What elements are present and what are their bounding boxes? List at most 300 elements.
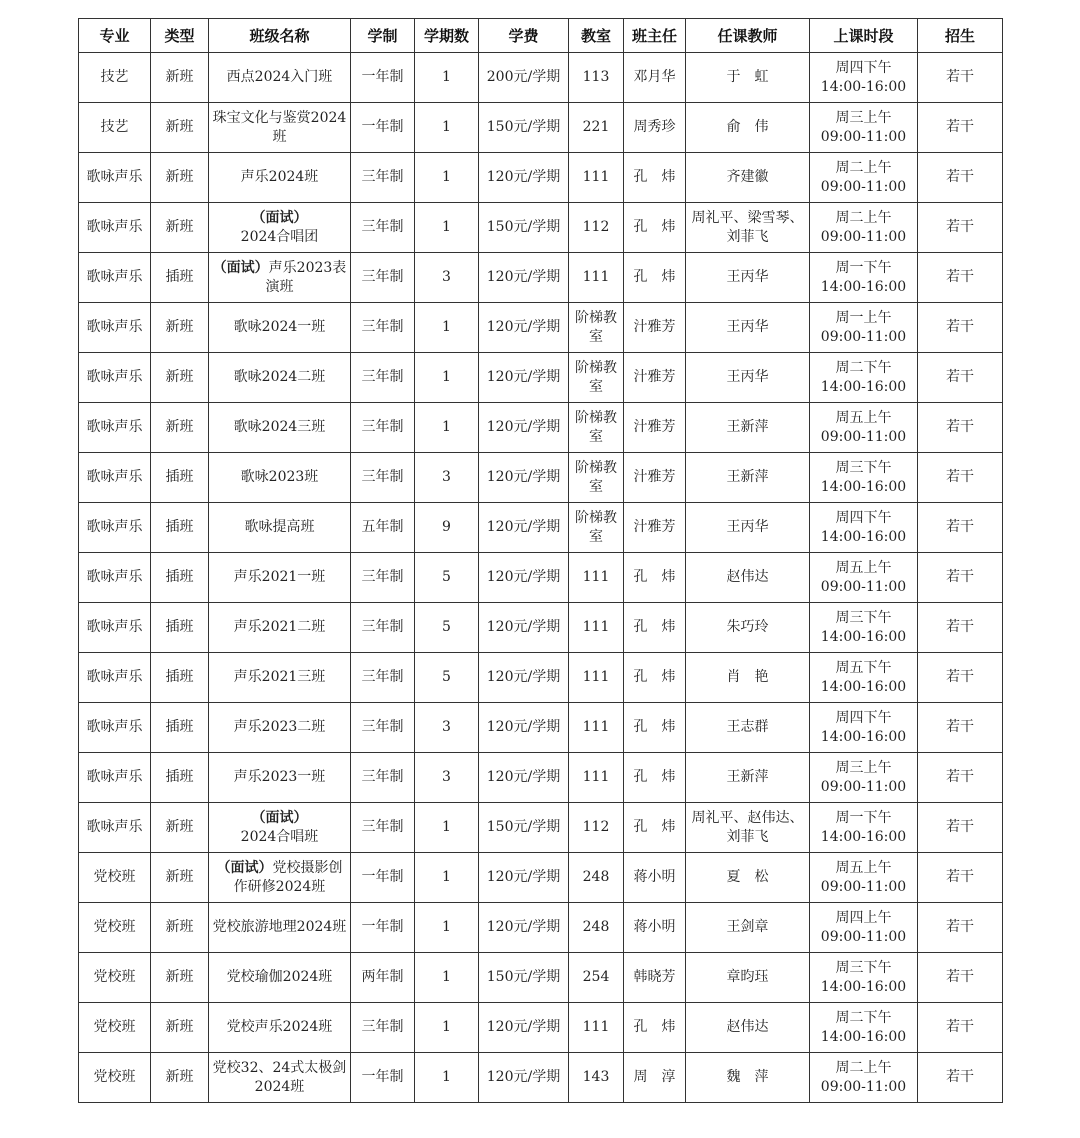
time-day: 周四下午	[835, 59, 892, 76]
class-name-cell	[209, 603, 351, 653]
class-name-text: 声乐2023一班	[233, 769, 326, 785]
time-cell	[810, 653, 918, 703]
teacher-cell: 赵伟达	[686, 1003, 810, 1053]
time-range: 14:00-16:00	[820, 478, 907, 495]
time-range: 09:00-11:00	[820, 778, 907, 795]
column-header: 招生	[918, 19, 1003, 53]
table-row	[79, 253, 1003, 303]
fee-cell: 120元/学期	[479, 153, 569, 203]
terms-cell: 1	[415, 103, 479, 153]
time-day: 周二上午	[835, 1059, 892, 1076]
system-cell: 三年制	[351, 353, 415, 403]
terms-cell: 1	[415, 303, 479, 353]
class-name-text: 2024合唱班	[240, 828, 319, 845]
class-name-text: 声乐2023表演班	[265, 259, 347, 295]
type-cell: 新班	[151, 403, 209, 453]
enroll-cell: 若干	[918, 953, 1003, 1003]
class-schedule-table	[78, 18, 1003, 1103]
enroll-cell: 若干	[918, 753, 1003, 803]
head-teacher-cell: 汁雅芳	[624, 353, 686, 403]
teacher-cell: 朱巧玲	[686, 603, 810, 653]
column-header: 教室	[569, 19, 624, 53]
system-cell: 一年制	[351, 1053, 415, 1103]
type-cell: 插班	[151, 653, 209, 703]
room-cell: 248	[569, 853, 624, 903]
time-cell	[810, 353, 918, 403]
class-name-text: 西点2024入门班	[226, 69, 333, 85]
time-range: 09:00-11:00	[820, 928, 907, 945]
time-cell	[810, 153, 918, 203]
time-day: 周三上午	[835, 109, 892, 126]
enroll-cell: 若干	[918, 703, 1003, 753]
time-range: 09:00-11:00	[820, 1078, 907, 1095]
class-name-cell	[209, 953, 351, 1003]
class-name-text: 2024合唱团	[240, 228, 319, 245]
class-name-text: 党校32、24式太极剑2024班	[212, 1059, 347, 1095]
enroll-cell: 若干	[918, 203, 1003, 253]
fee-cell: 120元/学期	[479, 403, 569, 453]
table-row	[79, 303, 1003, 353]
terms-cell: 3	[415, 253, 479, 303]
major-cell: 歌咏声乐	[79, 353, 151, 403]
class-name-text: 声乐2023二班	[233, 719, 326, 735]
room-cell: 111	[569, 603, 624, 653]
room-cell: 113	[569, 53, 624, 103]
head-teacher-cell: 孔 炜	[624, 753, 686, 803]
type-cell: 插班	[151, 453, 209, 503]
terms-cell: 5	[415, 553, 479, 603]
head-teacher-cell: 孔 炜	[624, 1003, 686, 1053]
enroll-cell: 若干	[918, 603, 1003, 653]
time-cell	[810, 803, 918, 853]
room-cell: 阶梯教室	[569, 503, 624, 553]
major-cell: 歌咏声乐	[79, 253, 151, 303]
time-day: 周四下午	[835, 509, 892, 526]
time-cell	[810, 53, 918, 103]
terms-cell: 5	[415, 603, 479, 653]
fee-cell: 120元/学期	[479, 553, 569, 603]
class-name-text: 党校摄影创作研修2024班	[233, 859, 343, 895]
class-name-cell	[209, 503, 351, 553]
system-cell: 三年制	[351, 603, 415, 653]
system-cell: 三年制	[351, 703, 415, 753]
enroll-cell: 若干	[918, 1053, 1003, 1103]
major-cell: 歌咏声乐	[79, 153, 151, 203]
class-name-text: 歌咏提高班	[244, 519, 315, 535]
time-range: 14:00-16:00	[820, 1028, 907, 1045]
time-cell	[810, 503, 918, 553]
head-teacher-cell: 汁雅芳	[624, 453, 686, 503]
time-cell	[810, 203, 918, 253]
room-cell: 112	[569, 803, 624, 853]
class-name-text: 歌咏2023班	[240, 469, 319, 485]
fee-cell: 200元/学期	[479, 53, 569, 103]
enroll-cell: 若干	[918, 803, 1003, 853]
table-row	[79, 203, 1003, 253]
column-header: 学制	[351, 19, 415, 53]
time-cell	[810, 453, 918, 503]
room-cell: 111	[569, 153, 624, 203]
class-name-text: 声乐2024班	[240, 169, 319, 185]
system-cell: 三年制	[351, 753, 415, 803]
class-name-cell	[209, 303, 351, 353]
fee-cell: 120元/学期	[479, 853, 569, 903]
time-cell	[810, 553, 918, 603]
table-row	[79, 553, 1003, 603]
class-name-text: 歌咏2024一班	[233, 319, 326, 335]
class-name-text: 党校旅游地理2024班	[212, 919, 347, 935]
room-cell: 111	[569, 1003, 624, 1053]
time-range: 14:00-16:00	[820, 978, 907, 995]
terms-cell: 3	[415, 703, 479, 753]
major-cell: 党校班	[79, 903, 151, 953]
class-name-cell	[209, 103, 351, 153]
head-teacher-cell: 邓月华	[624, 53, 686, 103]
fee-cell: 120元/学期	[479, 303, 569, 353]
major-cell: 党校班	[79, 1003, 151, 1053]
fee-cell: 120元/学期	[479, 353, 569, 403]
time-range: 14:00-16:00	[820, 378, 907, 395]
time-day: 周一上午	[835, 309, 892, 326]
teacher-cell: 王新萍	[686, 453, 810, 503]
terms-cell: 1	[415, 803, 479, 853]
enroll-cell: 若干	[918, 653, 1003, 703]
teacher-cell: 章昀珏	[686, 953, 810, 1003]
class-name-cell	[209, 403, 351, 453]
head-teacher-cell: 汁雅芳	[624, 303, 686, 353]
terms-cell: 1	[415, 1053, 479, 1103]
schedule-document	[78, 18, 1002, 1103]
time-day: 周五上午	[835, 859, 892, 876]
terms-cell: 1	[415, 403, 479, 453]
room-cell: 221	[569, 103, 624, 153]
enroll-cell: 若干	[918, 403, 1003, 453]
teacher-cell: 齐建徽	[686, 153, 810, 203]
room-cell: 112	[569, 203, 624, 253]
time-range: 09:00-11:00	[820, 328, 907, 345]
teacher-cell: 王新萍	[686, 753, 810, 803]
system-cell: 三年制	[351, 553, 415, 603]
system-cell: 一年制	[351, 853, 415, 903]
major-cell: 党校班	[79, 953, 151, 1003]
major-cell: 歌咏声乐	[79, 403, 151, 453]
type-cell: 新班	[151, 53, 209, 103]
table-row	[79, 903, 1003, 953]
head-teacher-cell: 孔 炜	[624, 603, 686, 653]
type-cell: 插班	[151, 753, 209, 803]
system-cell: 三年制	[351, 803, 415, 853]
time-day: 周五上午	[835, 559, 892, 576]
time-range: 09:00-11:00	[820, 178, 907, 195]
major-cell: 歌咏声乐	[79, 703, 151, 753]
head-teacher-cell: 孔 炜	[624, 703, 686, 753]
type-cell: 插班	[151, 553, 209, 603]
fee-cell: 120元/学期	[479, 903, 569, 953]
fee-cell: 120元/学期	[479, 253, 569, 303]
interview-prefix: （面试）	[251, 809, 308, 826]
class-name-cell	[209, 803, 351, 853]
class-name-cell	[209, 353, 351, 403]
table-row	[79, 153, 1003, 203]
head-teacher-cell: 孔 炜	[624, 803, 686, 853]
enroll-cell: 若干	[918, 53, 1003, 103]
major-cell: 歌咏声乐	[79, 453, 151, 503]
time-cell	[810, 1003, 918, 1053]
time-range: 09:00-11:00	[820, 428, 907, 445]
system-cell: 三年制	[351, 303, 415, 353]
time-range: 09:00-11:00	[820, 228, 907, 245]
room-cell: 111	[569, 553, 624, 603]
class-name-cell	[209, 853, 351, 903]
head-teacher-cell: 孔 炜	[624, 203, 686, 253]
interview-prefix: （面试）	[251, 209, 308, 226]
terms-cell: 5	[415, 653, 479, 703]
time-cell	[810, 903, 918, 953]
teacher-cell: 周礼平、赵伟达、刘菲飞	[686, 803, 810, 853]
type-cell: 新班	[151, 203, 209, 253]
terms-cell: 1	[415, 53, 479, 103]
terms-cell: 1	[415, 153, 479, 203]
system-cell: 一年制	[351, 53, 415, 103]
enroll-cell: 若干	[918, 303, 1003, 353]
fee-cell: 120元/学期	[479, 603, 569, 653]
type-cell: 插班	[151, 703, 209, 753]
table-row	[79, 703, 1003, 753]
time-day: 周五上午	[835, 409, 892, 426]
class-name-cell	[209, 1003, 351, 1053]
room-cell: 248	[569, 903, 624, 953]
major-cell: 歌咏声乐	[79, 503, 151, 553]
time-cell	[810, 253, 918, 303]
major-cell: 歌咏声乐	[79, 203, 151, 253]
time-day: 周二上午	[835, 209, 892, 226]
class-name-text: 珠宝文化与鉴赏2024班	[212, 109, 347, 145]
terms-cell: 3	[415, 753, 479, 803]
terms-cell: 1	[415, 903, 479, 953]
fee-cell: 120元/学期	[479, 653, 569, 703]
major-cell: 歌咏声乐	[79, 803, 151, 853]
time-day: 周三下午	[835, 959, 892, 976]
time-day: 周三上午	[835, 759, 892, 776]
column-header: 类型	[151, 19, 209, 53]
major-cell: 歌咏声乐	[79, 303, 151, 353]
class-name-text: 声乐2021一班	[233, 569, 326, 585]
system-cell: 三年制	[351, 1003, 415, 1053]
time-cell	[810, 303, 918, 353]
type-cell: 新班	[151, 803, 209, 853]
time-day: 周一下午	[835, 259, 892, 276]
fee-cell: 120元/学期	[479, 503, 569, 553]
enroll-cell: 若干	[918, 853, 1003, 903]
teacher-cell: 周礼平、梁雪琴、刘菲飞	[686, 203, 810, 253]
time-day: 周三下午	[835, 609, 892, 626]
table-row	[79, 353, 1003, 403]
time-cell	[810, 403, 918, 453]
room-cell: 254	[569, 953, 624, 1003]
room-cell: 111	[569, 703, 624, 753]
time-range: 14:00-16:00	[820, 528, 907, 545]
table-body	[79, 53, 1003, 1103]
table-row	[79, 603, 1003, 653]
type-cell: 新班	[151, 153, 209, 203]
type-cell: 插班	[151, 603, 209, 653]
fee-cell: 120元/学期	[479, 1003, 569, 1053]
teacher-cell: 俞 伟	[686, 103, 810, 153]
terms-cell: 3	[415, 453, 479, 503]
major-cell: 歌咏声乐	[79, 653, 151, 703]
terms-cell: 1	[415, 203, 479, 253]
class-name-text: 声乐2021二班	[233, 619, 326, 635]
time-day: 周二下午	[835, 1009, 892, 1026]
head-teacher-cell: 蒋小明	[624, 853, 686, 903]
room-cell: 阶梯教室	[569, 403, 624, 453]
time-range: 09:00-11:00	[820, 878, 907, 895]
time-range: 14:00-16:00	[820, 278, 907, 295]
enroll-cell: 若干	[918, 553, 1003, 603]
table-row	[79, 853, 1003, 903]
class-name-cell	[209, 1053, 351, 1103]
terms-cell: 1	[415, 953, 479, 1003]
time-cell	[810, 603, 918, 653]
enroll-cell: 若干	[918, 353, 1003, 403]
major-cell: 歌咏声乐	[79, 553, 151, 603]
major-cell: 党校班	[79, 1053, 151, 1103]
time-range: 14:00-16:00	[820, 678, 907, 695]
system-cell: 一年制	[351, 903, 415, 953]
major-cell: 歌咏声乐	[79, 603, 151, 653]
time-cell	[810, 853, 918, 903]
interview-prefix: （面试）	[216, 859, 273, 876]
type-cell: 新班	[151, 303, 209, 353]
time-range: 09:00-11:00	[820, 578, 907, 595]
table-row	[79, 653, 1003, 703]
time-range: 14:00-16:00	[820, 828, 907, 845]
table-row	[79, 403, 1003, 453]
class-name-text: 歌咏2024三班	[233, 419, 326, 435]
interview-prefix: （面试）	[212, 259, 269, 276]
class-name-text: 党校声乐2024班	[226, 1019, 333, 1035]
room-cell: 阶梯教室	[569, 353, 624, 403]
major-cell: 技艺	[79, 103, 151, 153]
time-cell	[810, 103, 918, 153]
class-name-cell	[209, 553, 351, 603]
time-range: 14:00-16:00	[820, 78, 907, 95]
teacher-cell: 魏 萍	[686, 1053, 810, 1103]
class-name-cell	[209, 753, 351, 803]
fee-cell: 150元/学期	[479, 803, 569, 853]
head-teacher-cell: 孔 炜	[624, 153, 686, 203]
time-day: 周四上午	[835, 909, 892, 926]
teacher-cell: 夏 松	[686, 853, 810, 903]
column-header: 学费	[479, 19, 569, 53]
head-teacher-cell: 孔 炜	[624, 253, 686, 303]
fee-cell: 150元/学期	[479, 103, 569, 153]
head-teacher-cell: 韩晓芳	[624, 953, 686, 1003]
type-cell: 新班	[151, 103, 209, 153]
teacher-cell: 王丙华	[686, 503, 810, 553]
class-name-cell	[209, 53, 351, 103]
column-header: 班主任	[624, 19, 686, 53]
time-range: 09:00-11:00	[820, 128, 907, 145]
class-name-text: 党校瑜伽2024班	[226, 969, 333, 985]
time-day: 周三下午	[835, 459, 892, 476]
fee-cell: 150元/学期	[479, 953, 569, 1003]
table-row	[79, 753, 1003, 803]
system-cell: 三年制	[351, 153, 415, 203]
room-cell: 阶梯教室	[569, 303, 624, 353]
class-name-text: 歌咏2024二班	[233, 369, 326, 385]
system-cell: 三年制	[351, 253, 415, 303]
column-header: 上课时段	[810, 19, 918, 53]
teacher-cell: 肖 艳	[686, 653, 810, 703]
room-cell: 143	[569, 1053, 624, 1103]
column-header: 学期数	[415, 19, 479, 53]
system-cell: 三年制	[351, 653, 415, 703]
type-cell: 插班	[151, 253, 209, 303]
class-name-cell	[209, 153, 351, 203]
enroll-cell: 若干	[918, 1003, 1003, 1053]
room-cell: 阶梯教室	[569, 453, 624, 503]
enroll-cell: 若干	[918, 903, 1003, 953]
column-header: 班级名称	[209, 19, 351, 53]
table-row	[79, 803, 1003, 853]
head-teacher-cell: 汁雅芳	[624, 503, 686, 553]
head-teacher-cell: 周秀珍	[624, 103, 686, 153]
time-day: 周二下午	[835, 359, 892, 376]
enroll-cell: 若干	[918, 253, 1003, 303]
head-teacher-cell: 孔 炜	[624, 653, 686, 703]
table-row	[79, 53, 1003, 103]
time-cell	[810, 703, 918, 753]
type-cell: 新班	[151, 1053, 209, 1103]
time-day: 周二上午	[835, 159, 892, 176]
head-teacher-cell: 蒋小明	[624, 903, 686, 953]
enroll-cell: 若干	[918, 453, 1003, 503]
room-cell: 111	[569, 753, 624, 803]
system-cell: 三年制	[351, 453, 415, 503]
fee-cell: 120元/学期	[479, 453, 569, 503]
header-row	[79, 19, 1003, 53]
head-teacher-cell: 孔 炜	[624, 553, 686, 603]
class-name-text: 声乐2021三班	[233, 669, 326, 685]
time-range: 14:00-16:00	[820, 728, 907, 745]
type-cell: 新班	[151, 903, 209, 953]
teacher-cell: 王剑章	[686, 903, 810, 953]
system-cell: 两年制	[351, 953, 415, 1003]
fee-cell: 120元/学期	[479, 1053, 569, 1103]
table-row	[79, 1053, 1003, 1103]
table-row	[79, 953, 1003, 1003]
teacher-cell: 于 虹	[686, 53, 810, 103]
column-header: 专业	[79, 19, 151, 53]
table-row	[79, 103, 1003, 153]
terms-cell: 1	[415, 853, 479, 903]
type-cell: 新班	[151, 853, 209, 903]
teacher-cell: 王丙华	[686, 253, 810, 303]
type-cell: 插班	[151, 503, 209, 553]
time-day: 周一下午	[835, 809, 892, 826]
fee-cell: 150元/学期	[479, 203, 569, 253]
class-name-cell	[209, 453, 351, 503]
time-day: 周四下午	[835, 709, 892, 726]
enroll-cell: 若干	[918, 103, 1003, 153]
system-cell: 三年制	[351, 203, 415, 253]
terms-cell: 1	[415, 1003, 479, 1053]
fee-cell: 120元/学期	[479, 703, 569, 753]
time-cell	[810, 1053, 918, 1103]
class-name-cell	[209, 253, 351, 303]
head-teacher-cell: 汁雅芳	[624, 403, 686, 453]
